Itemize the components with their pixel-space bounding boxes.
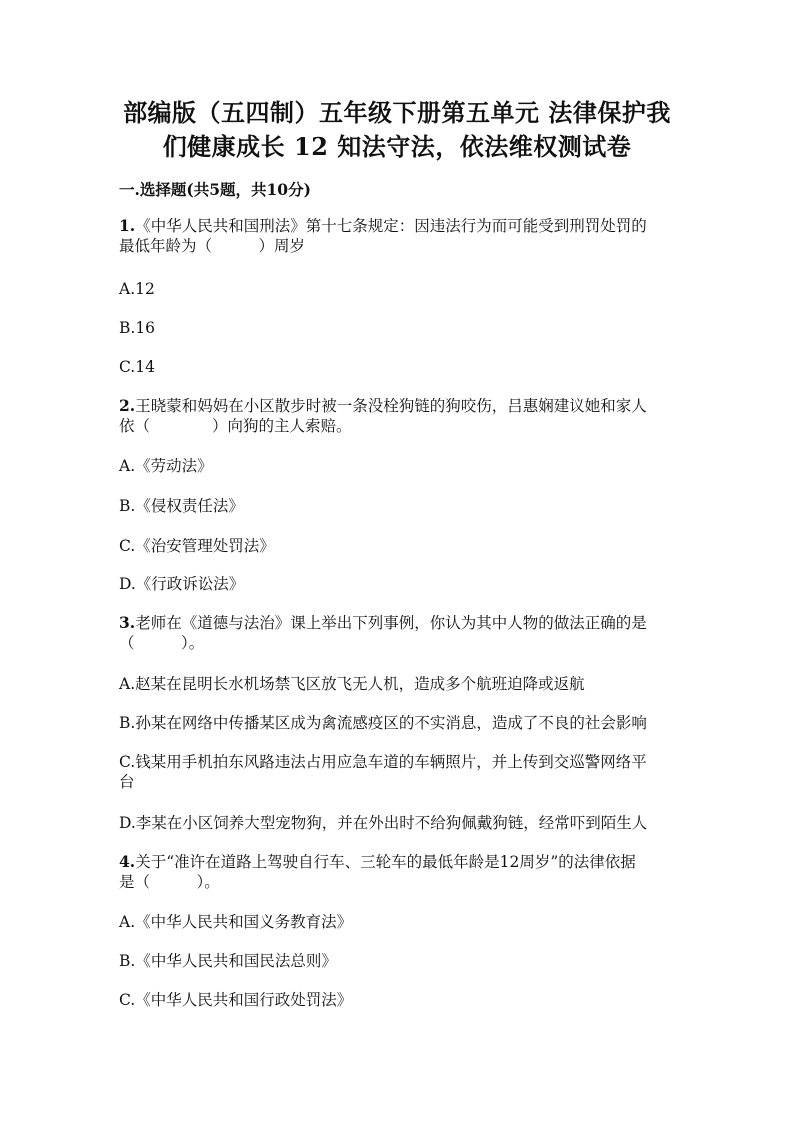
option-2b: B.《侵权责任法》 bbox=[119, 497, 244, 515]
question-number: 4. bbox=[119, 852, 136, 871]
question-3 bbox=[119, 613, 679, 653]
title-line-1: 部编版（五四制）五年级下册第五单元 法律保护我 bbox=[123, 98, 671, 127]
section-heading: 一.选择题(共5题，共10分) bbox=[119, 180, 311, 199]
question-text-line-1: 老师在《道德与法治》课上举出下列事例，你认为其中人物的做法正确的是 bbox=[135, 614, 647, 632]
question-number: 2. bbox=[119, 396, 136, 415]
question-text-line-2: 依（ ）向狗的主人索赔。 bbox=[119, 417, 352, 435]
option-2a: A.《劳动法》 bbox=[119, 457, 213, 475]
question-text-line-2: 最低年龄为（ ）周岁 bbox=[119, 237, 306, 255]
question-4 bbox=[119, 852, 679, 892]
option-3d: D.李某在小区饲养大型宠物狗，并在外出时不给狗佩戴狗链，经常吓到陌生人 bbox=[119, 814, 648, 832]
question-1 bbox=[119, 216, 679, 256]
question-text-line-1: 王晓蒙和妈妈在小区散步时被一条没栓狗链的狗咬伤，吕惠娴建议她和家人 bbox=[135, 397, 647, 415]
option-3b: B.孙某在网络中传播某区成为禽流感疫区的不实消息，造成了不良的社会影响 bbox=[119, 714, 647, 732]
option-4b: B.《中华人民共和国民法总则》 bbox=[119, 952, 337, 970]
option-3a: A.赵某在昆明长水机场禁飞区放飞无人机，造成多个航班迫降或返航 bbox=[119, 675, 585, 693]
question-number: 1. bbox=[119, 216, 136, 235]
option-4c: C.《中华人民共和国行政处罚法》 bbox=[119, 991, 353, 1009]
option-3c: C.钱某用手机拍东风路违法占用应急车道的车辆照片，并上传到交巡警网络平 bbox=[119, 753, 647, 771]
option-1a: A.12 bbox=[119, 280, 155, 298]
option-4a: A.《中华人民共和国义务教育法》 bbox=[119, 913, 353, 931]
question-text-line-2: （ ）。 bbox=[119, 634, 205, 652]
option-2c: C.《治安管理处罚法》 bbox=[119, 537, 275, 555]
option-3c-continued: 台 bbox=[119, 773, 135, 791]
option-1c: C.14 bbox=[119, 358, 155, 376]
page-title bbox=[60, 96, 734, 164]
question-number: 3. bbox=[119, 613, 136, 632]
question-text-line-1: 《中华人民共和国刑法》第十七条规定：因违法行为而可能受到刑罚处罚的 bbox=[135, 217, 647, 235]
option-2d: D.《行政诉讼法》 bbox=[119, 575, 245, 593]
option-1b: B.16 bbox=[119, 319, 156, 337]
question-text-line-1: 关于“准许在道路上驾驶自行车、三轮车的最低年龄是12周岁”的法律依据 bbox=[135, 853, 636, 871]
question-text-line-2: 是（ ）。 bbox=[119, 873, 220, 891]
question-2 bbox=[119, 396, 679, 436]
title-line-2: 们健康成长 12 知法守法，依法维权测试卷 bbox=[162, 132, 632, 161]
